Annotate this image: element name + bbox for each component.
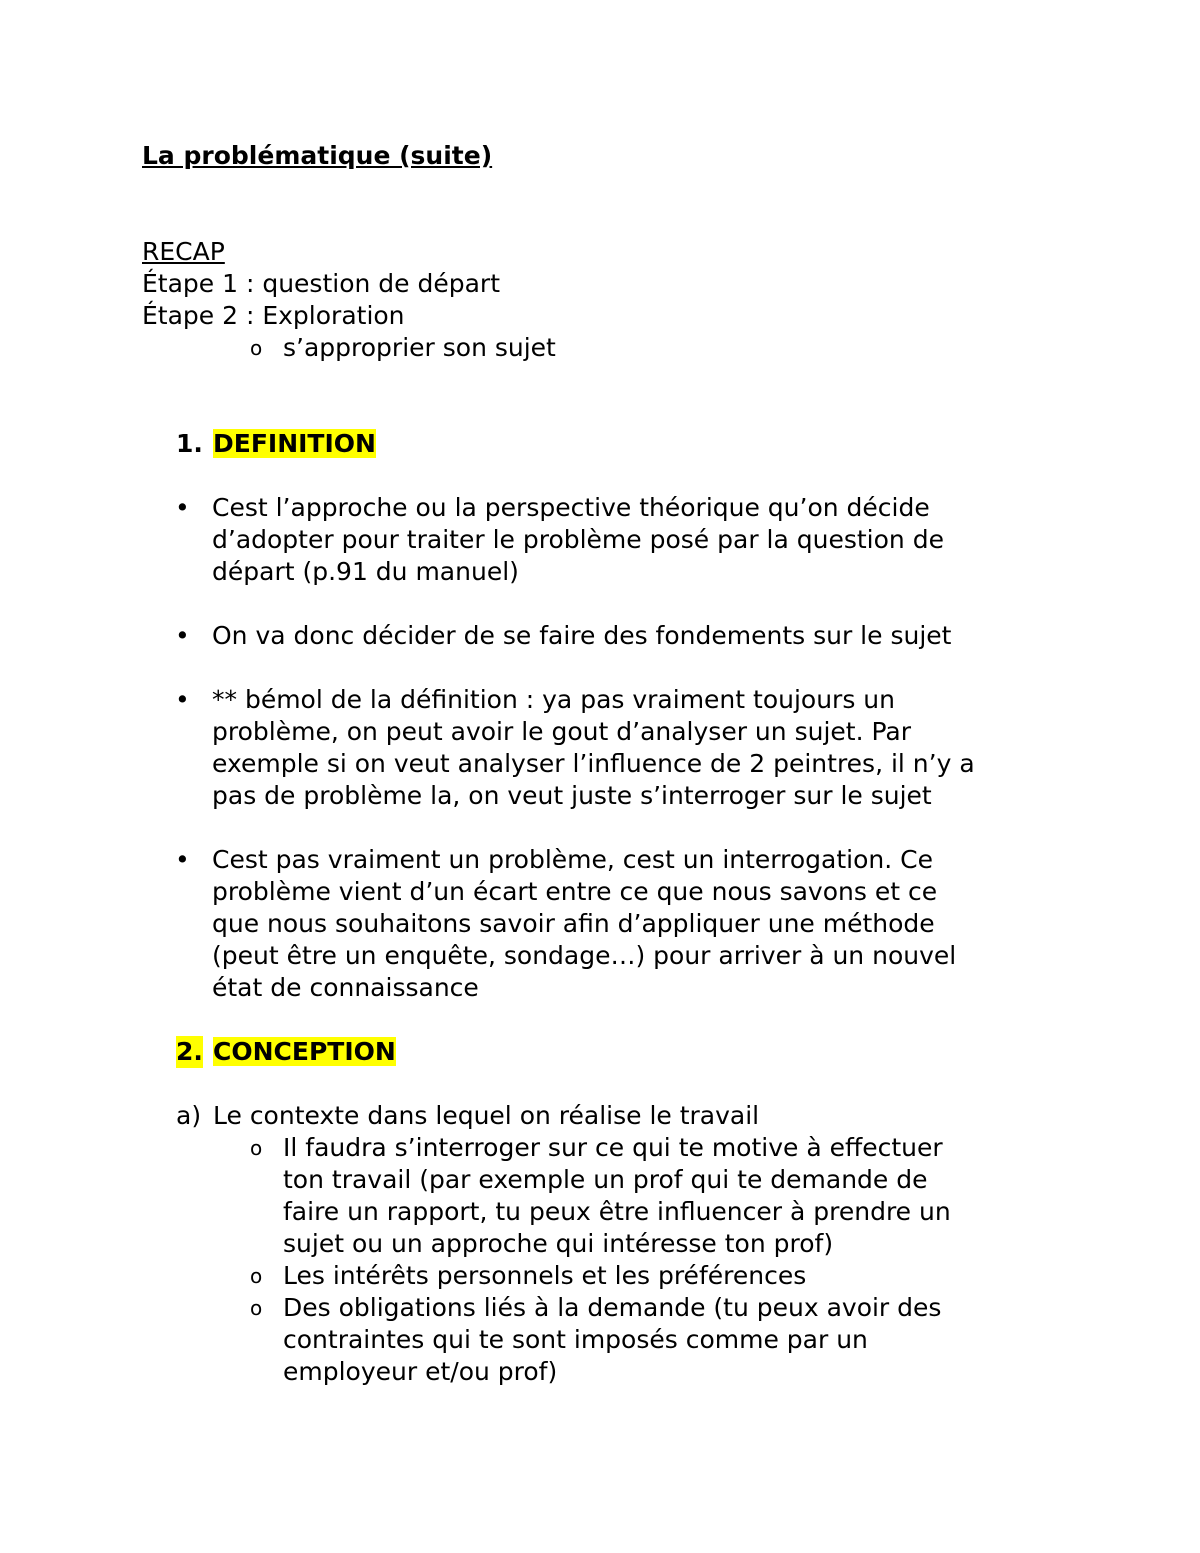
sub-1-line-1: Il faudra s’interroger sur ce qui te motive à effectuer — [283, 1133, 943, 1162]
sub-3-line-2: contraintes qui te sont imposés comme par un — [283, 1325, 868, 1354]
section-2-heading — [142, 1036, 1062, 1068]
bullet-3-line-4: pas de problème la, on veut juste s’interroger sur le sujet — [212, 781, 932, 810]
bullet-1-line-1: Cest l’approche ou la perspective théorique qu’on décide — [212, 493, 930, 522]
bullet-4-line-1: Cest pas vraiment un problème, cest un interrogation. Ce — [212, 845, 933, 874]
bullet-1-line-3: départ (p.91 du manuel) — [212, 557, 519, 586]
conception-item-a — [142, 1100, 1062, 1132]
sub-3-line-3: employeur et/ou prof) — [283, 1357, 558, 1386]
bullet-marker: • — [175, 845, 190, 874]
recap-step-2: Étape 2 : Exploration — [142, 301, 405, 330]
sub-2-line-1: Les intérêts personnels et les préférences — [283, 1261, 807, 1290]
sub-3-line-1: Des obligations liés à la demande (tu peux avoir des — [283, 1293, 942, 1322]
definition-bullet-2 — [142, 620, 1062, 652]
recap-sub-item-text: s’approprier son sujet — [283, 333, 556, 362]
conception-sub-item-3 — [142, 1292, 1062, 1388]
sub-bullet-marker: o — [250, 1296, 263, 1320]
item-a-label: a) — [176, 1101, 202, 1130]
bullet-marker: • — [175, 685, 190, 714]
section-1-heading — [142, 428, 1062, 460]
sub-bullet-marker: o — [250, 336, 263, 360]
document-title: La problématique (suite) — [142, 141, 493, 170]
recap-block — [142, 236, 1062, 364]
bullet-4-line-4: (peut être un enquête, sondage…) pour arriver à un nouvel — [212, 941, 957, 970]
section-2-title: CONCEPTION — [213, 1037, 396, 1066]
conception-sub-list — [142, 1132, 1062, 1388]
bullet-4-line-5: état de connaissance — [212, 973, 479, 1002]
definition-bullet-1 — [142, 492, 1062, 588]
conception-sub-item-1 — [142, 1132, 1062, 1260]
bullet-4-line-2: problème vient d’un écart entre ce que nous savons et ce — [212, 877, 938, 906]
document-page — [142, 140, 1062, 1388]
sub-bullet-marker: o — [250, 1136, 263, 1160]
recap-step-1: Étape 1 : question de départ — [142, 269, 501, 298]
definition-bullet-3 — [142, 684, 1062, 812]
bullet-2-line-1: On va donc décider de se faire des fondements sur le sujet — [212, 621, 952, 650]
bullet-3-line-2: problème, on peut avoir le gout d’analyser un sujet. Par — [212, 717, 912, 746]
sub-1-line-4: sujet ou un approche qui intéresse ton prof) — [283, 1229, 834, 1258]
section-1-number: 1. — [176, 429, 203, 458]
bullet-marker: • — [175, 621, 190, 650]
bullet-marker: • — [175, 493, 190, 522]
section-2-number: 2. — [176, 1037, 203, 1066]
definition-bullet-4 — [142, 844, 1062, 1004]
bullet-1-line-2: d’adopter pour traiter le problème posé par la question de — [212, 525, 944, 554]
bullet-4-line-3: que nous souhaitons savoir afin d’appliquer une méthode — [212, 909, 935, 938]
sub-1-line-3: faire un rapport, tu peux être influencer à prendre un — [283, 1197, 951, 1226]
section-1-title: DEFINITION — [213, 429, 376, 458]
sub-bullet-marker: o — [250, 1264, 263, 1288]
definition-bullet-list — [142, 492, 1062, 1004]
bullet-3-line-1: ** bémol de la définition : ya pas vraiment toujours un — [212, 685, 895, 714]
item-a-text: Le contexte dans lequel on réalise le travail — [213, 1101, 760, 1130]
bullet-3-line-3: exemple si on veut analyser l’influence de 2 peintres, il n’y a — [212, 749, 975, 778]
recap-sub-item — [142, 332, 1062, 364]
recap-label: RECAP — [142, 237, 225, 266]
sub-1-line-2: ton travail (par exemple un prof qui te demande de — [283, 1165, 928, 1194]
conception-sub-item-2 — [142, 1260, 1062, 1292]
